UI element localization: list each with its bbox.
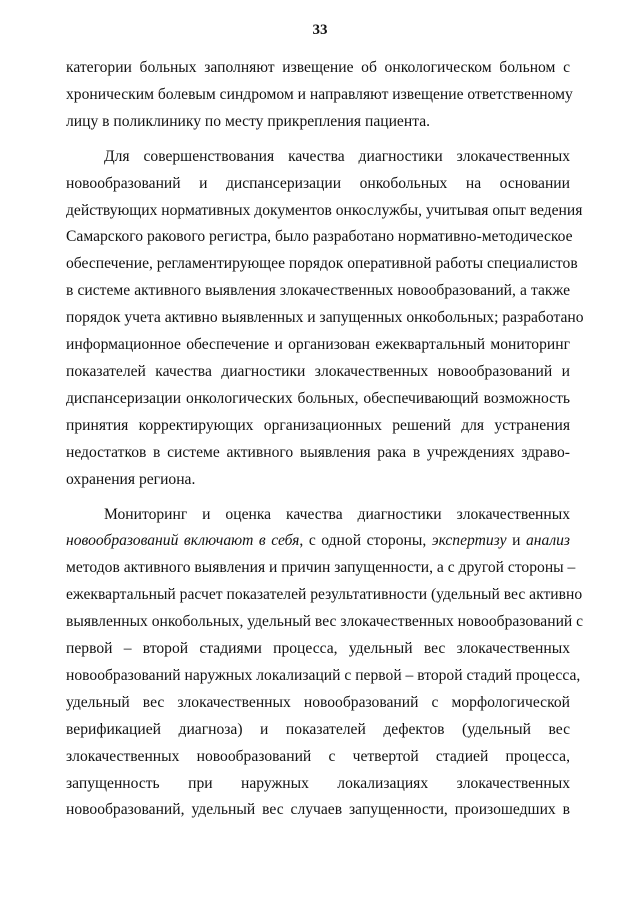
text-line: хроническим болевым синдромом и направляют извещение ответственному <box>66 85 573 103</box>
text-line: методов активного выявления и причин запущенности, а с другой стороны – <box>66 559 576 577</box>
text-line: первой – второй стадиями процесса, удельный вес злокачественных <box>66 640 570 658</box>
text-line: принятия корректирующих организационных решений для устранения <box>66 416 570 434</box>
text-line: злокачественных новообразований с четвертой стадией процесса, <box>66 747 570 765</box>
italic-phrase: новообразований включают в себя <box>66 532 300 550</box>
text-line: действующих нормативных документов онкослужбы, учитывая опыт ведения <box>66 201 583 219</box>
text-line: диспансеризации онкологических больных, обеспечивающий возможность <box>66 389 570 407</box>
text-line: удельный вес злокачественных новообразований с морфологической <box>66 693 570 711</box>
text-line: информационное обеспечение и организован ежеквартальный мониторинг <box>66 336 570 354</box>
text-line: порядок учета активно выявленных и запущенных онкобольных; разработано <box>66 309 584 327</box>
text-line: новообразований, удельный вес случаев запущенности, произошедших в <box>66 801 570 819</box>
text-line: категории больных заполняют извещение об онкологическом больном с <box>66 59 570 76</box>
text-fragment: , с одной стороны, <box>299 532 432 550</box>
text-line: в системе активного выявления злокачественных новообразований, а также <box>66 282 570 300</box>
text-line: лицу в поликлинику по месту прикрепления пациента. <box>66 112 431 130</box>
text-line: выявленных онкобольных, удельный вес злокачественных новообразований с <box>66 613 584 631</box>
text-line: верификацией диагноза) и показателей дефектов (удельный вес <box>66 720 570 738</box>
text-line: Самарского ракового регистра, было разработано нормативно-методическое <box>66 228 573 246</box>
page-number: 33 <box>312 22 328 38</box>
paragraph-3 <box>66 502 584 825</box>
paragraph-2 <box>66 144 584 494</box>
document-body <box>66 55 584 832</box>
text-line: обеспечение, регламентирующее порядок оперативной работы специалистов <box>66 255 578 273</box>
italic-phrase: экспертизу <box>431 532 507 550</box>
text-line: новообразований и диспансеризации онкобольных на основании <box>66 174 570 192</box>
text-line: показателей качества диагностики злокачественных новообразований и <box>66 362 570 380</box>
text-line: охранения региона. <box>66 470 196 488</box>
text-line-mixed <box>66 528 570 555</box>
text-line: недостатков в системе активного выявления рака в учреждениях здраво- <box>66 443 570 461</box>
text-line: ежеквартальный расчет показателей результативности (удельный вес активно <box>66 586 583 604</box>
text-line: новообразований наружных локализаций с первой – второй стадий процесса, <box>66 666 581 684</box>
italic-phrase: анализ <box>525 532 570 550</box>
text-line: Мониторинг и оценка качества диагностики злокачественных <box>104 505 570 523</box>
text-line: запущенность при наружных локализациях злокачественных <box>66 774 570 792</box>
text-line: Для совершенствования качества диагностики злокачественных <box>104 147 570 165</box>
paragraph-1 <box>66 55 573 136</box>
text-fragment: и <box>506 532 526 550</box>
